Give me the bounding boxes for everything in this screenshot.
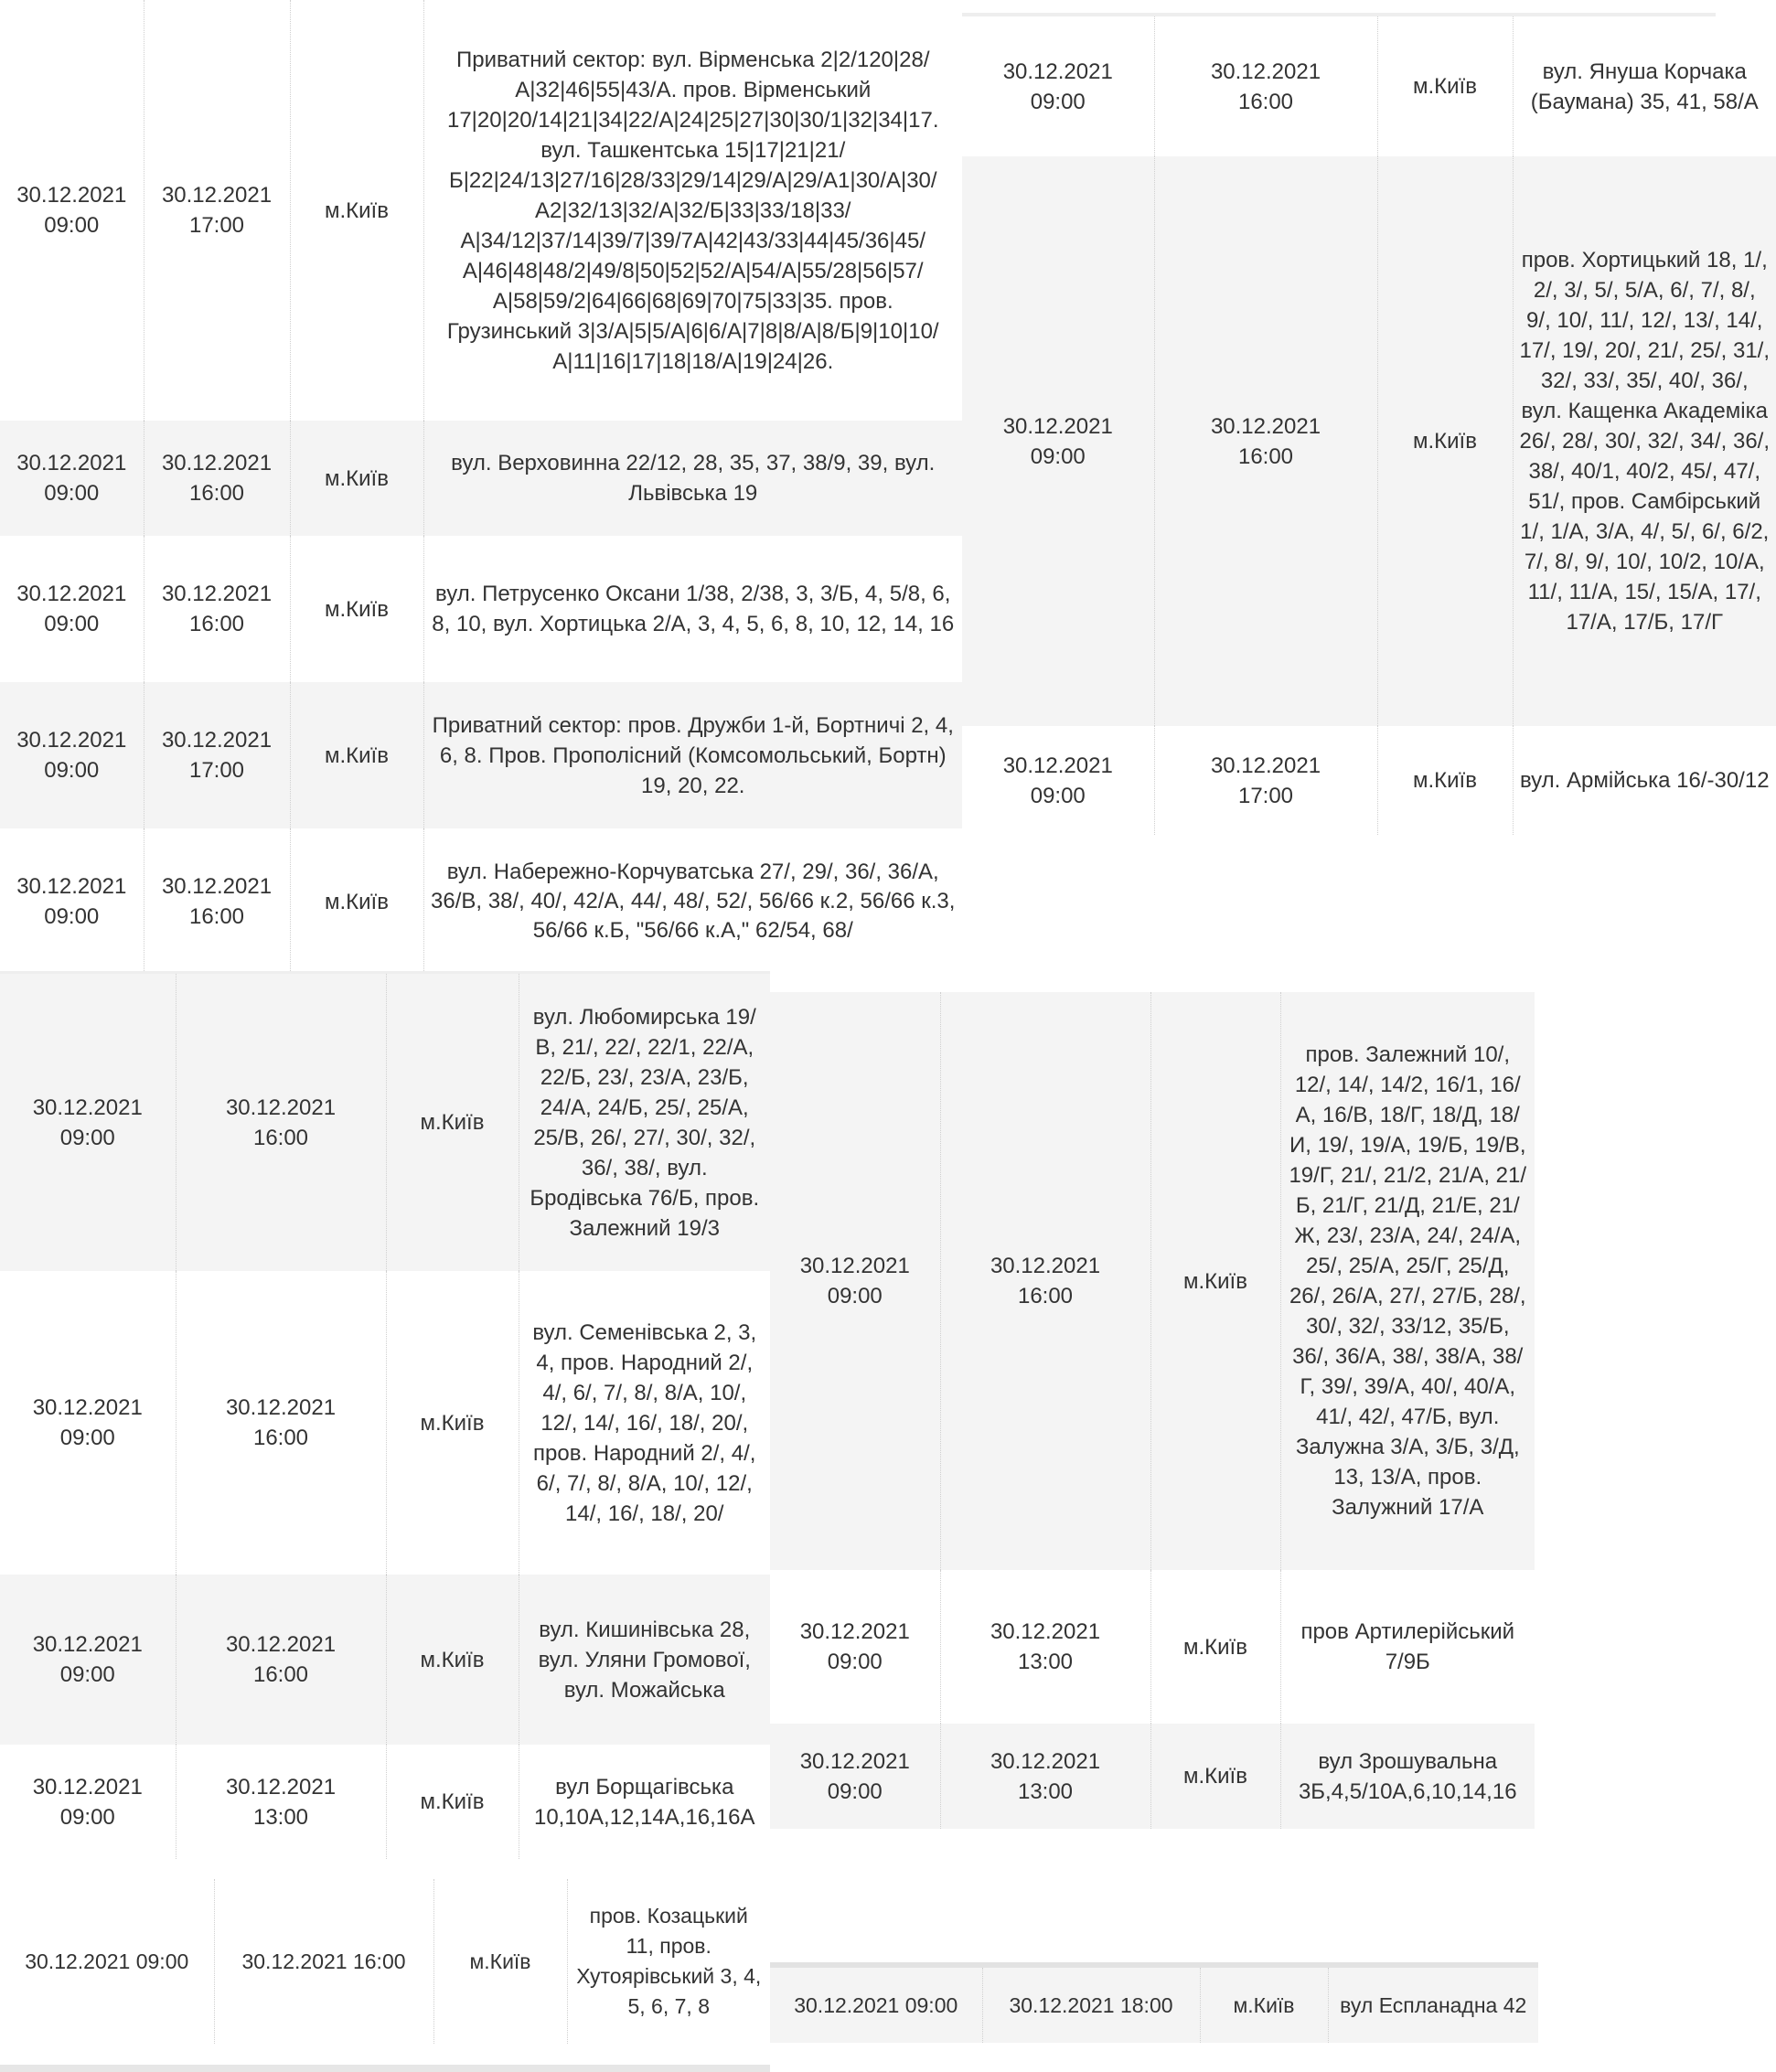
start-time: 30.12.2021 09:00 xyxy=(770,992,940,1570)
start-time: 30.12.2021 09:00 xyxy=(0,828,144,975)
start-time: 30.12.2021 09:00 xyxy=(770,1570,940,1724)
start-time: 30.12.2021 09:00 xyxy=(0,1575,176,1745)
table-row xyxy=(962,16,1776,156)
end-time: 30.12.2021 13:00 xyxy=(940,1724,1150,1829)
end-time: 30.12.2021 16:00 xyxy=(176,1271,386,1575)
table-row xyxy=(0,1271,770,1575)
table-row xyxy=(0,974,770,1271)
city: м.Київ xyxy=(1377,16,1513,156)
end-time: 30.12.2021 13:00 xyxy=(940,1570,1150,1724)
start-time: 30.12.2021 09:00 xyxy=(0,1271,176,1575)
addresses: вул. Верховинна 22/12, 28, 35, 37, 38/9, 39, вул. Львівська 19 xyxy=(423,421,962,536)
table-row xyxy=(770,992,1535,1570)
table-row xyxy=(962,726,1776,835)
city: м.Київ xyxy=(290,421,423,536)
outage-table-d xyxy=(770,992,1535,1829)
city: м.Київ xyxy=(290,828,423,975)
start-time: 30.12.2021 09:00 xyxy=(770,1724,940,1829)
start-time: 30.12.2021 09:00 xyxy=(962,16,1154,156)
end-time: 30.12.2021 16:00 xyxy=(176,974,386,1271)
table-row xyxy=(962,156,1776,726)
addresses: вул. Петрусенко Оксани 1/38, 2/38, 3, 3/Б, 4, 5/8, 6, 8, 10, вул. Хортицька 2/А, 3, 4, 5, 6, 8, 10, 12, 14, 16 xyxy=(423,536,962,682)
city: м.Київ xyxy=(290,682,423,828)
start-time: 30.12.2021 09:00 xyxy=(0,1745,176,1859)
start-time: 30.12.2021 09:00 xyxy=(0,1879,214,2044)
end-time: 30.12.2021 13:00 xyxy=(176,1745,386,1859)
table-row xyxy=(0,682,962,828)
outage-table-c xyxy=(0,974,770,1859)
addresses: вул. Набережно-Корчуватська 27/, 29/, 36/, 36/А, 36/В, 38/, 40/, 42/А, 44/, 48/, 52/, 56/66 к.2, 56/66 к.3, 56/66 к.Б, "56/66 к.А," 62/54, 68/ xyxy=(423,828,962,975)
end-time: 30.12.2021 16:00 xyxy=(144,828,290,975)
table-row xyxy=(0,1575,770,1745)
table-row xyxy=(0,0,962,421)
start-time: 30.12.2021 09:00 xyxy=(0,0,144,421)
addresses: вул. Армійська 16/-30/12 xyxy=(1513,726,1776,835)
start-time: 30.12.2021 09:00 xyxy=(770,1968,982,2043)
city: м.Київ xyxy=(290,0,423,421)
table-row xyxy=(0,1745,770,1859)
table-row xyxy=(770,1570,1535,1724)
city: м.Київ xyxy=(386,1745,519,1859)
start-time: 30.12.2021 09:00 xyxy=(0,536,144,682)
table-row xyxy=(0,536,962,682)
start-time: 30.12.2021 09:00 xyxy=(0,974,176,1271)
table-row xyxy=(0,828,962,975)
addresses: вул Борщагівська 10,10А,12,14А,16,16А xyxy=(519,1745,770,1859)
addresses: вул. Семенівська 2, 3, 4, пров. Народний 2/, 4/, 6/, 7/, 8/, 8/А, 10/, 12/, 14/, 16/, 18/, 20/, пров. Народний 2/, 4/, 6/, 7/, 8/, 8/А, 10/, 12/, 14/, 16/, 18/, 20/ xyxy=(519,1271,770,1575)
addresses: пров Артилерійський 7/9Б xyxy=(1280,1570,1535,1724)
end-time: 30.12.2021 16:00 xyxy=(144,536,290,682)
outage-table-a-clip xyxy=(0,0,962,944)
city: м.Київ xyxy=(1150,1724,1280,1829)
addresses: вул Зрошувальна 3Б,4,5/10А,6,10,14,16 xyxy=(1280,1724,1535,1829)
city: м.Київ xyxy=(1150,992,1280,1570)
city: м.Київ xyxy=(386,1575,519,1745)
end-time: 30.12.2021 16:00 xyxy=(940,992,1150,1570)
outage-table-b xyxy=(962,16,1776,835)
table-row xyxy=(0,421,962,536)
start-time: 30.12.2021 09:00 xyxy=(962,156,1154,726)
table-row xyxy=(770,1724,1535,1829)
city: м.Київ xyxy=(290,536,423,682)
end-time: 30.12.2021 18:00 xyxy=(982,1968,1200,2043)
addresses: пров. Козацький 11, пров. Хутоярівський 3, 4, 5, 6, 7, 8 xyxy=(567,1879,770,2044)
start-time: 30.12.2021 09:00 xyxy=(0,421,144,536)
addresses: вул Еспланадна 42 xyxy=(1328,1968,1538,2043)
end-time: 30.12.2021 16:00 xyxy=(144,421,290,536)
table-row xyxy=(770,1968,1538,2043)
end-time: 30.12.2021 16:00 xyxy=(1154,16,1377,156)
addresses: вул. Януша Корчака (Баумана) 35, 41, 58/А xyxy=(1513,16,1776,156)
outage-table-a xyxy=(0,0,962,975)
outage-table-f xyxy=(770,1968,1538,2043)
city: м.Київ xyxy=(433,1879,567,2044)
end-time: 30.12.2021 17:00 xyxy=(1154,726,1377,835)
table-row xyxy=(0,1879,770,2044)
city: м.Київ xyxy=(1377,156,1513,726)
end-time: 30.12.2021 16:00 xyxy=(176,1575,386,1745)
addresses: пров. Хортицький 18, 1/, 2/, 3/, 5/, 5/А, 6/, 7/, 8/, 9/, 10/, 11/, 12/, 13/, 14/, 17/, 19/, 20/, 21/, 25/, 31/, 32/, 33/, 35/, 40/, 36/, вул. Кащенка Академіка 26/, 28/, 30/, 32/, 34/, 36/, 38/, 40/1, 40/2, 45/, 47/, 51/, пров. Самбірський 1/, 1/А, 3/А, 4/, 5/, 6/, 6/2, 7/, 8/, 9/, 10/, 10/2, 10/А, 11/, 11/А, 15/, 15/А, 17/, 17/А, 17/Б, 17/Г xyxy=(1513,156,1776,726)
city: м.Київ xyxy=(1150,1570,1280,1724)
city: м.Київ xyxy=(1377,726,1513,835)
start-time: 30.12.2021 09:00 xyxy=(962,726,1154,835)
start-time: 30.12.2021 09:00 xyxy=(0,682,144,828)
end-time: 30.12.2021 16:00 xyxy=(1154,156,1377,726)
outage-table-e xyxy=(0,1879,770,2044)
addresses: пров. Залежний 10/, 12/, 14/, 14/2, 16/1, 16/А, 16/В, 18/Г, 18/Д, 18/И, 19/, 19/А, 19/Б, 19/В, 19/Г, 21/, 21/2, 21/А, 21/Б, 21/Г, 21/Д, 21/Е, 21/Ж, 23/, 23/А, 24/, 24/А, 25/, 25/А, 25/Г, 25/Д, 26/, 26/А, 27/, 27/Б, 28/, 30/, 32/, 33/12, 35/Б, 36/, 36/А, 38/, 38/А, 38/Г, 39/, 39/А, 40/, 40/А, 41/, 42/, 47/Б, вул. Залужна 3/А, 3/Б, 3/Д, 13, 13/А, пров. Залужний 17/А xyxy=(1280,992,1535,1570)
addresses: Приватний сектор: пров. Дружби 1-й, Бортничі 2, 4, 6, 8. Пров. Прополісний (Комсомольський, Бортн) 19, 20, 22. xyxy=(423,682,962,828)
city: м.Київ xyxy=(386,1271,519,1575)
city: м.Київ xyxy=(1200,1968,1328,2043)
addresses: вул. Кишинівська 28, вул. Уляни Громової, вул. Можайська xyxy=(519,1575,770,1745)
end-time: 30.12.2021 17:00 xyxy=(144,682,290,828)
end-time: 30.12.2021 17:00 xyxy=(144,0,290,421)
end-time: 30.12.2021 16:00 xyxy=(214,1879,433,2044)
addresses: вул. Любомирська 19/В, 21/, 22/, 22/1, 22/А, 22/Б, 23/, 23/А, 23/Б, 24/А, 24/Б, 25/, 25/А, 25/В, 26/, 27/, 30/, 32/, 36/, 38/, вул. Бродівська 76/Б, пров. Залежний 19/3 xyxy=(519,974,770,1271)
outage-table-b-clip xyxy=(962,16,1771,835)
table-e-bottom-border xyxy=(0,2065,770,2072)
city: м.Київ xyxy=(386,974,519,1271)
addresses: Приватний сектор: вул. Вірменська 2|2/120|28/А|32|46|55|43/А. пров. Вірменський 17|20|20/14|21|34|22/А|24|25|27|30|30/1|32|34|17. вул. Ташкентська 15|17|21|21/Б|22|24/13|27/16|28/33|29/14|29/А|29/А1|30/А|30/А2|32/13|32/А|32/Б|33|33/18|33/А|34/12|37/14|39/7|39/7А|42|43/33|44|45/36|45/А|46|48|48/2|49/8|50|52|52/А|54/А|55/28|56|57/А|58|59/2|64|66|68|69|70|75|33|35. пров. Грузинський 3|3/А|5|5/А|6|6/А|7|8|8/А|8/Б|9|10|10/А|11|16|17|18|18/А|19|24|26. xyxy=(423,0,962,421)
